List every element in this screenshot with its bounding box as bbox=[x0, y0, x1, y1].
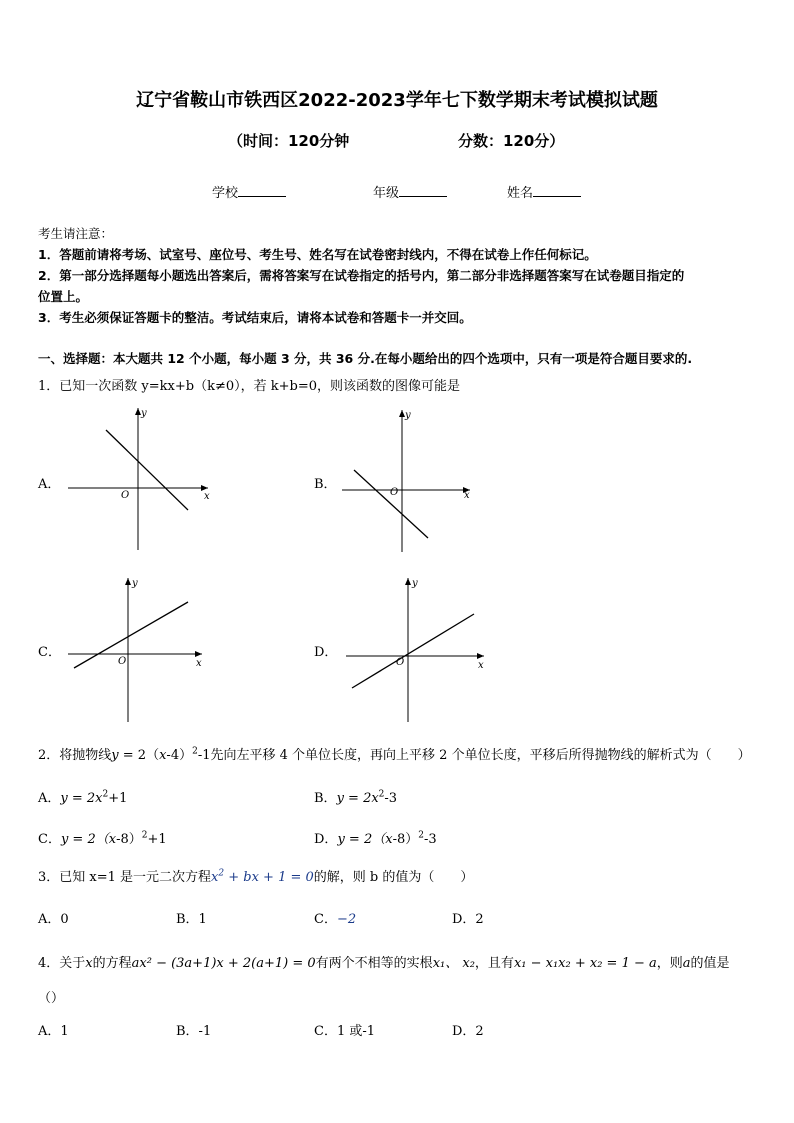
notice-item-2: 2．第一部分选择题每小题选出答案后，需将答案写在试卷指定的括号内，第二部分非选择题答案写在试卷题目指定的 bbox=[38, 268, 685, 283]
graph-c-origin: O bbox=[118, 656, 127, 667]
graph-c-x: x bbox=[196, 658, 202, 669]
question-1: 1．已知一次函数 y=kx+b（k≠0），若 k+b=0，则该函数的图像可能是 bbox=[38, 379, 460, 394]
graph-d-y: y bbox=[412, 578, 418, 589]
q3-option-d[interactable]: D．2 bbox=[452, 912, 484, 927]
question-2: 2．将抛物线$y = 2(x-4)^2-1$先向左平移 4 个单位长度，再向上平移 2 个单位长度，平移后所得抛物线的解析式为（ ） bbox=[38, 746, 751, 763]
graph-d-line bbox=[352, 614, 474, 688]
graph-b-y: y bbox=[405, 410, 411, 421]
exam-score: 分数：120分） bbox=[458, 132, 565, 150]
name-blank[interactable] bbox=[533, 184, 581, 197]
q3-option-b[interactable]: B．1 bbox=[176, 912, 207, 927]
name-field[interactable]: 姓名 bbox=[507, 182, 581, 201]
q3-option-a[interactable]: A．0 bbox=[38, 912, 69, 927]
q2-option-c[interactable]: C．$y = 2(x-8)^2+1$ bbox=[38, 830, 167, 847]
grade-field[interactable]: 年级 bbox=[373, 182, 447, 201]
exam-time: （时间：120分钟 bbox=[228, 132, 350, 150]
q1-option-a-label[interactable]: A． bbox=[38, 477, 61, 492]
graph-d-x: x bbox=[478, 660, 484, 671]
question-4-paren: （） bbox=[38, 991, 65, 1006]
school-blank[interactable] bbox=[238, 184, 286, 197]
q2-option-d[interactable]: D．$y = 2(x-8)^2-3$ bbox=[314, 830, 437, 847]
graph-a-x: x bbox=[204, 491, 210, 502]
q1-option-c-label[interactable]: C． bbox=[38, 645, 61, 660]
notice-heading: 考生请注意： bbox=[38, 226, 114, 241]
grade-blank[interactable] bbox=[399, 184, 447, 197]
school-field[interactable]: 学校 bbox=[212, 182, 286, 201]
graph-a[interactable] bbox=[60, 400, 220, 560]
q4-option-b[interactable]: B．-1 bbox=[176, 1024, 212, 1039]
page-title: 辽宁省鞍山市铁西区2022-2023学年七下数学期末考试模拟试题 bbox=[136, 90, 658, 111]
question-4: 4．关于x的方程ax² − (3a+1)x + 2(a+1) = 0有两个不相等的实根x₁、 x₂，且有x₁ − x₁x₂ + x₂ = 1 − a，则a的值是 bbox=[38, 956, 730, 971]
graph-d[interactable] bbox=[340, 572, 500, 732]
q2-option-b[interactable]: B．$y = 2x^2-3$ bbox=[314, 789, 398, 806]
notice-item-2-cont: 位置上。 bbox=[38, 289, 89, 304]
question-3: 3．已知 x=1 是一元二次方程$x^2$ + bx + 1 = 0的解，则 b 的值为（ ） bbox=[38, 868, 474, 885]
graph-b-x: x bbox=[464, 490, 470, 501]
q1-option-d-label[interactable]: D． bbox=[314, 645, 338, 660]
graph-c[interactable] bbox=[60, 572, 220, 732]
graph-a-line bbox=[106, 430, 188, 510]
graph-c-y: y bbox=[132, 578, 138, 589]
q4-option-d[interactable]: D．2 bbox=[452, 1024, 484, 1039]
q3-option-c[interactable]: C．−2 bbox=[314, 912, 357, 927]
q1-option-b-label[interactable]: B． bbox=[314, 477, 337, 492]
section-heading: 一、选择题：本大题共 12 个小题，每小题 3 分，共 36 分.在每小题给出的四个选项中，只有一项是符合题目要求的. bbox=[38, 351, 693, 366]
q4-option-a[interactable]: A．1 bbox=[38, 1024, 69, 1039]
notice-item-1: 1．答题前请将考场、试室号、座位号、考生号、姓名写在试卷密封线内，不得在试卷上作任何标记。 bbox=[38, 247, 597, 262]
q4-option-c[interactable]: C．1 或-1 bbox=[314, 1024, 376, 1039]
graph-a-origin: O bbox=[121, 490, 130, 501]
graph-b-line bbox=[354, 470, 428, 538]
graph-c-line bbox=[74, 602, 188, 668]
graph-b-origin: O bbox=[390, 487, 399, 498]
q2-option-a[interactable]: A．$y = 2x^2+1$ bbox=[38, 789, 128, 806]
notice-item-3: 3．考生必须保证答题卡的整洁。考试结束后，请将本试卷和答题卡一并交回。 bbox=[38, 310, 472, 325]
graph-d-origin: O bbox=[396, 657, 405, 668]
graph-b[interactable] bbox=[336, 404, 486, 554]
graph-a-y: y bbox=[141, 408, 147, 419]
